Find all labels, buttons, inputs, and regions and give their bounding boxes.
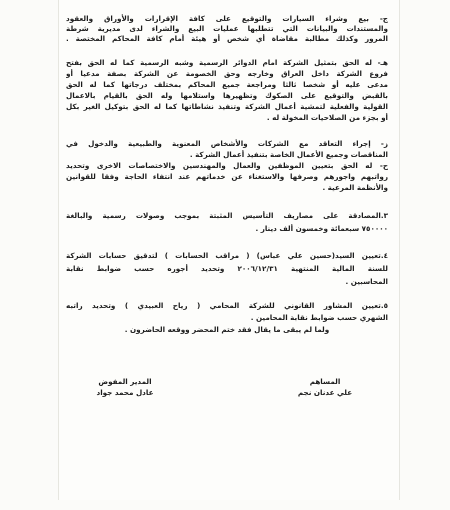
doc-line: ٧٥٠٠٠٠ سبعمائة وخمسون ألف دينار . bbox=[255, 224, 388, 233]
doc-line: ح- له الحق بتعيين الموظفين والعمال والمهندسين والاختصاصات الاخرى وتحديد bbox=[66, 161, 388, 170]
doc-line: ز- إجراء التعاقد مع الشركات والأشخاص المعنوية والطبيعية والدخول في bbox=[66, 139, 388, 148]
doc-line: فروع الشركة داخل العراق وخارجه وحق الخصومة عن الشركة بصفة مدعيا أو bbox=[66, 69, 388, 78]
doc-line: القولية والفعلية لتمشية أعمال الشركة وتنفيذ نشاطاتها كما له الحق بتوكيل الغير بكل bbox=[66, 102, 388, 111]
director-title: المدير المفوض bbox=[98, 377, 152, 386]
doc-line: هـ- له الحق بتمثيل الشركة امام الدوائر الرسمية وشبه الرسمية كما له الحق بفتح bbox=[66, 58, 388, 67]
doc-line: ج- بيع وشراء السيارات والتوقيع على كافة الإقرارات والأوراق والعقود bbox=[66, 14, 388, 23]
doc-line: المحاسبين . bbox=[345, 277, 388, 286]
doc-line: ٣.المصادقة على مصاريف التأسيس المثبتة بموجب وصولات رسمية والبالغة bbox=[66, 211, 388, 220]
contributor-title: المساهم bbox=[309, 377, 341, 386]
doc-line: رواتبهم واجورهم وصرفها والاستغناء عن خدماتهم عند انتفاء الحاجة وفقا للقوانين bbox=[66, 172, 388, 181]
doc-line: والمستندات والبيانات التي تتطلبها عمليات البيع والشراء لدى مديرية شرطة bbox=[66, 24, 388, 33]
contributor-signature-block bbox=[270, 376, 380, 398]
contributor-name: علي عدنان نجم bbox=[297, 388, 353, 397]
doc-line: ٤.تعيين السيد(حسين علي عباس) ( مراقب الحسابات ) لتدقيق حسابات الشركة bbox=[66, 251, 388, 260]
doc-line: المرور وكذلك مطالبة مقاضاة أي شخص أو هيئة أمام كافة المحاكم المختصة . bbox=[66, 34, 388, 43]
doc-line: ٥.تعيين المشاور القانوني للشركة المحامي ( رياح العبيدي ) وتحديد راتبه bbox=[66, 301, 388, 310]
director-signature-block bbox=[70, 376, 180, 398]
doc-line: المناقصات وجميع الأعمال الخاصة بتنفيذ أعمال الشركة . bbox=[189, 150, 388, 159]
doc-line: أو بجزء من الصلاحيات المخولة له . bbox=[266, 113, 388, 122]
doc-line: والأنظمة المرعية . bbox=[322, 183, 388, 192]
doc-line: للسنة المالية المنتهية ٢٠٠٦/١٢/٣١ وتحديد أجوره حسب ضوابط نقابة bbox=[66, 264, 388, 273]
doc-line: ولما لم يبقى ما يقال فقد ختم المحضر ووقعه الحاضرون . bbox=[124, 325, 330, 334]
director-name: عادل محمد جواد bbox=[96, 388, 154, 397]
doc-line: الشهري حسب ضوابط نقابة المحامين . bbox=[250, 313, 388, 322]
doc-line: بالقبض والتوقيع على الصكوك وتظهيرها واستلامها وله الحق بالقيام بالاعمال bbox=[66, 91, 388, 100]
doc-line: مدعى عليه أو شخصا ثالثا ومراجعة جميع المحاكم بمختلف درجاتها كما له الحق bbox=[66, 80, 388, 89]
